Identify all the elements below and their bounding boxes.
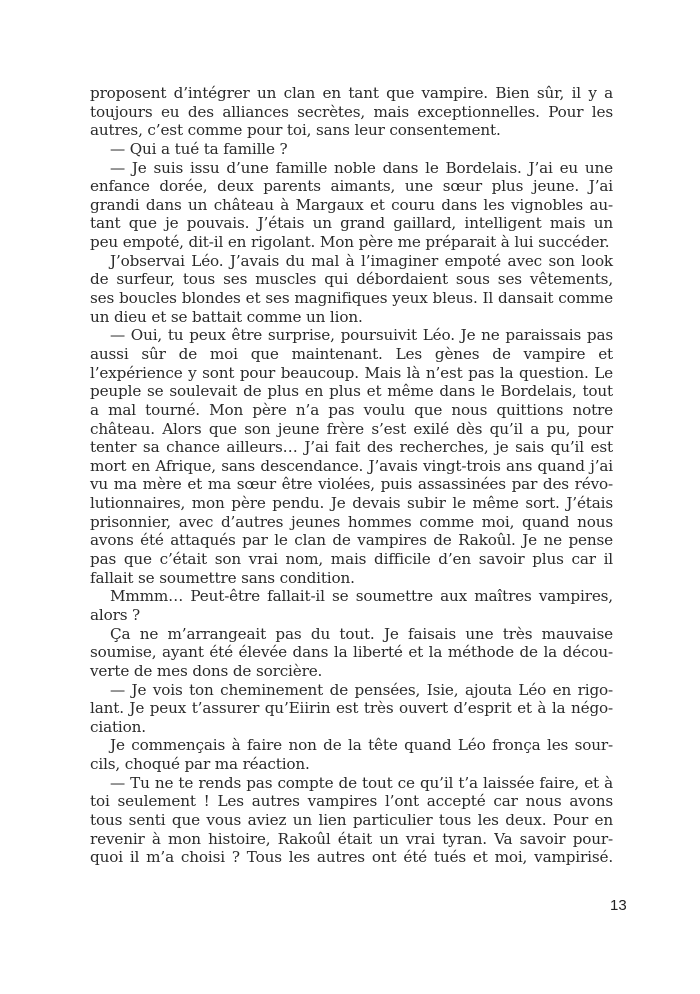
text-line: — Je suis issu d’une famille noble dans le Bordelais. J’ai eu une	[110, 158, 613, 177]
text-line: toi seulement ! Les autres vampires l’ont accepté car nous avons	[90, 792, 613, 811]
text-line: avons été attaqués par le clan de vampires de Rakoûl. Je ne pense	[90, 531, 613, 550]
text-line: tenter sa chance ailleurs… J’ai fait des recherches, je sais qu’il est	[90, 438, 613, 457]
text-line: — Je vois ton cheminement de pensées, Isie, ajouta Léo en rigo-	[110, 680, 613, 699]
text-line: Ça ne m’arrangeait pas du tout. Je faisais une très mauvaise	[110, 624, 613, 643]
text-line: revenir à mon histoire, Rakoûl était un vrai tyran. Va savoir pour-	[90, 829, 613, 848]
text-line: toujours eu des alliances secrètes, mais exceptionnelles. Pour les	[90, 102, 613, 121]
paragraph	[90, 159, 613, 252]
text-line: de surfeur, tous ses muscles qui débordaient sous ses vêtements,	[90, 270, 613, 289]
text-line: proposent d’intégrer un clan en tant que vampire. Bien sûr, il y a	[90, 84, 613, 102]
paragraph	[90, 326, 613, 587]
text-line: alors ?	[90, 605, 141, 624]
text-line: prisonnier, avec d’autres jeunes hommes comme moi, quand nous	[90, 512, 613, 531]
text-line: J’observai Léo. J’avais du mal à l’imaginer empoté avec son look	[110, 251, 613, 270]
text-line: fallait se soumettre sans condition.	[90, 568, 355, 587]
text-line: cils, choqué par ma réaction.	[90, 755, 310, 774]
text-line: l’expérience y sont pour beaucoup. Mais là n’est pas la question. Le	[90, 363, 613, 382]
text-line: ciation.	[90, 717, 146, 736]
body-text	[90, 84, 613, 867]
text-line: aussi sûr de moi que maintenant. Les gènes de vampire et	[90, 344, 613, 363]
page-number: 13	[610, 897, 627, 914]
text-line: quoi il m’a choisi ? Tous les autres ont été tués et moi, vampirisé.	[90, 848, 613, 867]
text-line: tous senti que vous aviez un lien particulier tous les deux. Pour en	[90, 810, 613, 829]
text-line: enfance dorée, deux parents aimants, une sœur plus jeune. J’ai	[90, 177, 613, 196]
paragraph	[90, 736, 613, 773]
text-line: grandi dans un château à Margaux et couru dans les vignobles au-	[90, 195, 613, 214]
paragraph	[90, 774, 613, 867]
paragraph	[90, 252, 613, 327]
text-line: tant que je pouvais. J’étais un grand gaillard, intelligent mais un	[90, 214, 613, 233]
text-line: Je commençais à faire non de la tête quand Léo fronça les sour-	[110, 736, 613, 755]
text-line: peuple se soulevait de plus en plus et même dans le Bordelais, tout	[90, 382, 613, 401]
text-line: ses boucles blondes et ses magnifiques yeux bleus. Il dansait comme	[90, 289, 613, 308]
text-line: peu empoté, dit-il en rigolant. Mon père me préparait à lui succéder.	[90, 233, 610, 252]
paragraph	[90, 681, 613, 737]
text-line: un dieu et se battait comme un lion.	[90, 307, 363, 326]
paragraph	[90, 587, 613, 624]
text-line: vu ma mère et ma sœur être violées, puis assassinées par des révo-	[90, 475, 613, 494]
text-line: mort en Afrique, sans descendance. J’avais vingt-trois ans quand j’ai	[90, 456, 613, 475]
text-line: lutionnaires, mon père pendu. Je devais subir le même sort. J’étais	[90, 494, 613, 513]
text-line: lant. Je peux t’assurer qu’Eiirin est très ouvert d’esprit et à la négo-	[90, 699, 613, 718]
paragraph	[90, 625, 613, 681]
paragraph	[90, 140, 613, 159]
paragraph	[90, 84, 613, 140]
text-line: verte de mes dons de sorcière.	[90, 661, 323, 680]
text-line: — Oui, tu peux être surprise, poursuivit Léo. Je ne paraissais pas	[110, 326, 613, 345]
text-line: Mmmm… Peut-être fallait-il se soumettre aux maîtres vampires,	[110, 587, 613, 606]
text-line: autres, c’est comme pour toi, sans leur consentement.	[90, 121, 501, 140]
text-line: a mal tourné. Mon père n’a pas voulu que nous quittions notre	[90, 400, 613, 419]
text-line: soumise, ayant été élevée dans la liberté et la méthode de la décou-	[90, 643, 613, 662]
text-line: château. Alors que son jeune frère s’est exilé dès qu’il a pu, pour	[90, 419, 613, 438]
text-line: — Tu ne te rends pas compte de tout ce qu’il t’a laissée faire, et à	[110, 773, 613, 792]
text-line: pas que c’était son vrai nom, mais difficile d’en savoir plus car il	[90, 550, 613, 569]
text-line: — Qui a tué ta famille ?	[110, 139, 288, 158]
